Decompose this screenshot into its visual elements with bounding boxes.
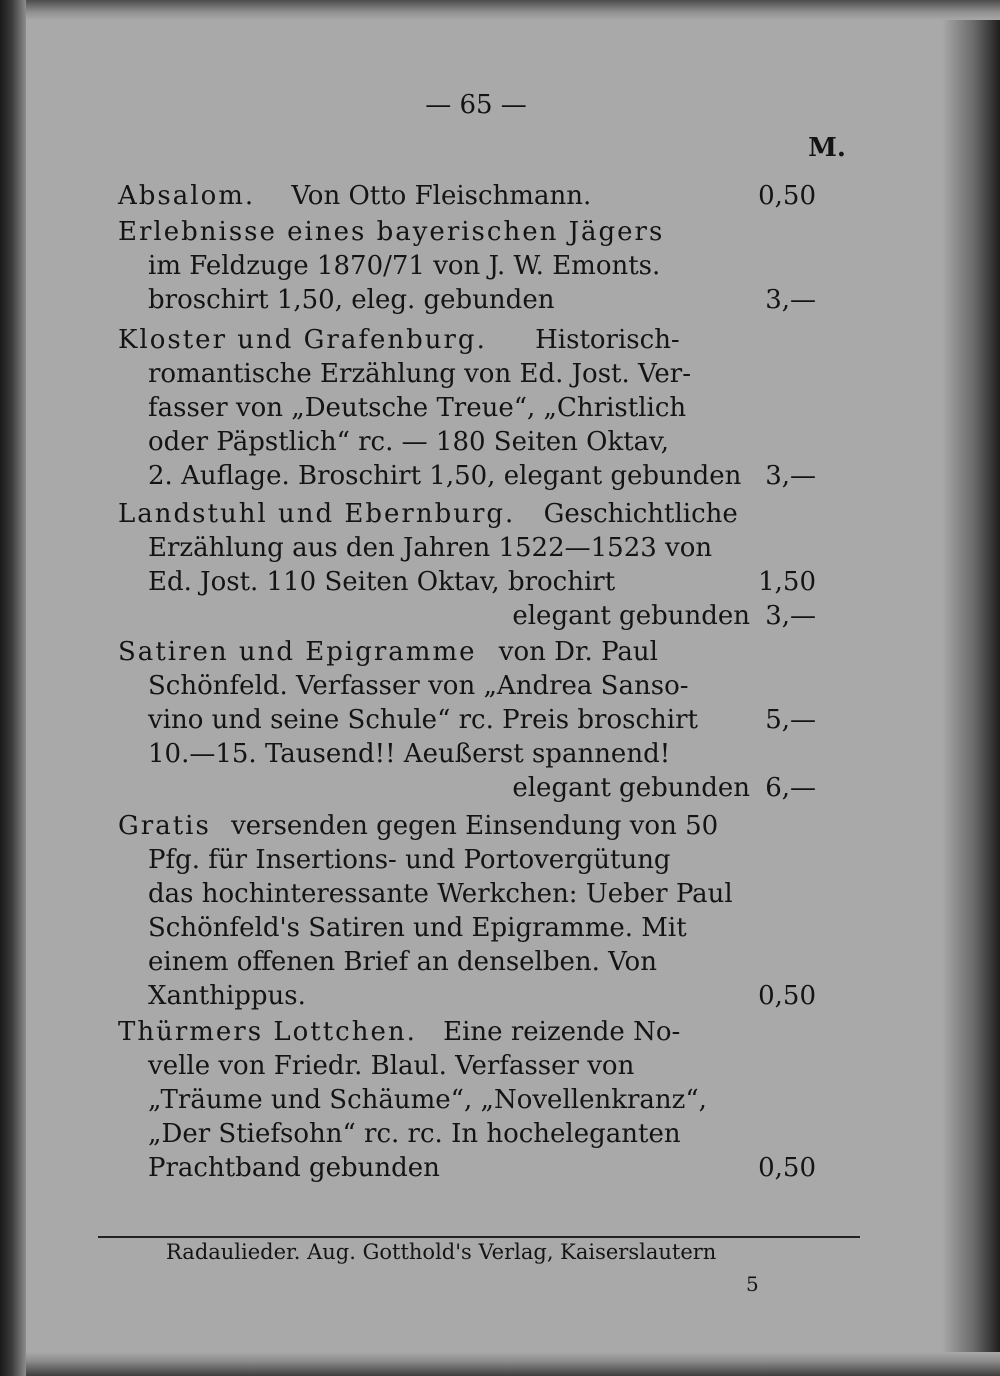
entry-satiren [118, 636, 658, 669]
entry-text: 10.—15. Tausend!! Aeußerst spannend! [148, 739, 671, 769]
entry-text: broschirt 1,50, eleg. gebunden [148, 285, 555, 315]
entry-text: im Feldzuge 1870/71 von J. W. Emonts. [148, 251, 661, 281]
footer-rule [98, 1236, 860, 1238]
entry-title: Absalom. [118, 181, 256, 211]
entry-text: versenden gegen Einsendung von 50 [231, 811, 719, 841]
entry-text: 2. Auflage. Broschirt 1,50, elegant gebunden [148, 461, 742, 491]
entry-title: Satiren und Epigramme [118, 637, 477, 667]
entry-text: von Dr. Paul [498, 637, 658, 667]
entry-title: Landstuhl und Ebernburg. [118, 499, 516, 529]
entry-price: 5,— [765, 705, 816, 735]
entry-price: 1,50 [758, 567, 816, 597]
entry-text: Erzählung aus den Jahren 1522—1523 von [148, 533, 713, 563]
entry-text: Ed. Jost. 110 Seiten Oktav, brochirt [148, 567, 616, 597]
entry-price: 6,— [765, 773, 816, 803]
entry-text: Geschichtliche [543, 499, 738, 529]
entry-text: einem offenen Brief an denselben. Von [148, 947, 657, 977]
entry-text: Von Otto Fleischmann. [291, 181, 592, 211]
entry-text: „Träume und Schäume“, „Novellenkranz“, [148, 1085, 707, 1115]
page-bottom-shadow [26, 1352, 1000, 1376]
entry-title: Gratis [118, 811, 211, 841]
entry-title: Thürmers Lottchen. [118, 1017, 417, 1047]
entry-text: elegant gebunden [512, 773, 750, 803]
entry-title: Erlebnisse eines bayerischen Jägers [118, 217, 665, 247]
entry-price: 0,50 [758, 181, 816, 211]
entry-price: 3,— [765, 461, 816, 491]
entry-text: vino und seine Schule“ rc. Preis broschirt [148, 705, 698, 735]
currency-header: M. [808, 133, 846, 163]
entry-price: 3,— [765, 601, 816, 631]
page-top-shadow [26, 0, 1000, 20]
entry-text: Prachtband gebunden [148, 1153, 440, 1183]
entry-kloster [118, 324, 680, 357]
entry-text: velle von Friedr. Blaul. Verfasser von [148, 1051, 635, 1081]
page-number: — 65 — [425, 90, 527, 120]
footer-imprint: Radaulieder. Aug. Gotthold's Verlag, Kaiserslautern [166, 1240, 717, 1264]
book-binding-shadow [0, 0, 26, 1376]
entry-lottchen [118, 1016, 680, 1049]
entry-text: elegant gebunden [512, 601, 750, 631]
entry-text: Schönfeld. Verfasser von „Andrea Sanso- [148, 671, 689, 701]
entry-text: Eine reizende No- [443, 1017, 681, 1047]
entry-text: Pfg. für Insertions- und Portovergütung [148, 845, 671, 875]
entry-landstuhl [118, 498, 738, 531]
entry-text: romantische Erzählung von Ed. Jost. Ver- [148, 359, 692, 389]
page-edge-shadow [942, 0, 1000, 1376]
entry-price: 3,— [765, 285, 816, 315]
printer-signature: 5 [746, 1272, 759, 1296]
entry-text: das hochinteressante Werkchen: Ueber Paul [148, 879, 733, 909]
entry-absalom [118, 180, 591, 213]
entry-text: „Der Stiefsohn“ rc. rc. In hocheleganten [148, 1119, 681, 1149]
entry-title: Kloster und Grafenburg. [118, 325, 487, 355]
entry-price: 0,50 [758, 981, 816, 1011]
entry-text: fasser von „Deutsche Treue“, „Christlich [148, 393, 687, 423]
entry-gratis [118, 810, 718, 843]
entry-text: Xanthippus. [148, 981, 306, 1011]
entry-text: oder Päpstlich“ rc. — 180 Seiten Oktav, [148, 427, 670, 457]
entry-price: 0,50 [758, 1153, 816, 1183]
entry-text: Schönfeld's Satiren und Epigramme. Mit [148, 913, 687, 943]
page-content [26, 18, 942, 1350]
entry-text: Historisch- [535, 325, 680, 355]
